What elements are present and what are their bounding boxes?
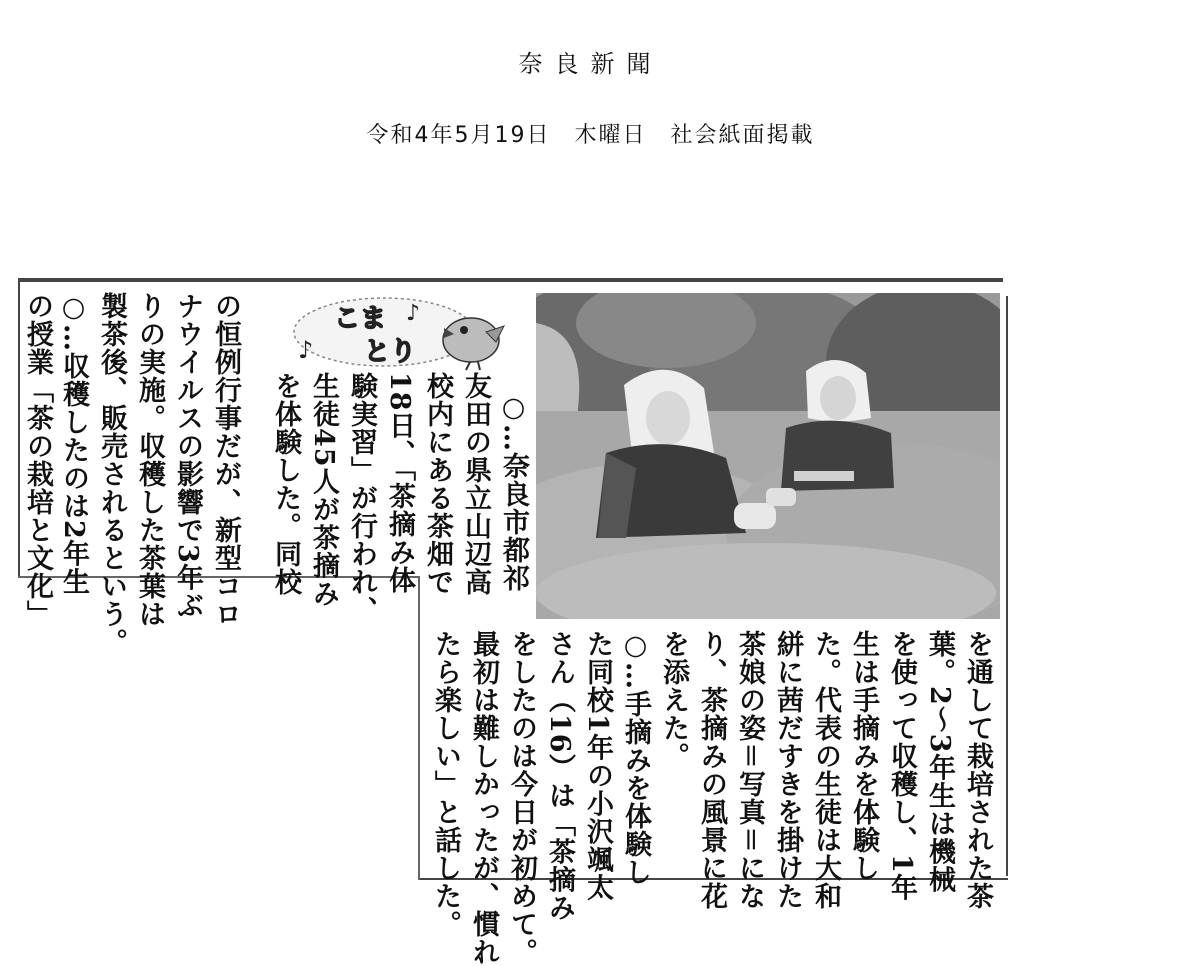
newspaper-name: 奈良新聞	[518, 50, 663, 78]
article-column: ○…奈良市都祁	[498, 392, 529, 592]
article-column: の授業「茶の栽培と文化」	[22, 292, 53, 628]
article-column: 験実習」が行われ、	[346, 372, 377, 624]
newspaper-clipping	[18, 278, 1018, 966]
article-column: 生は手摘みを体験し	[848, 630, 879, 882]
article-column: 最初は難しかったが、慣れ	[468, 630, 499, 966]
article-column: た同校1年の小沢颯太	[582, 630, 613, 902]
top-rule	[18, 278, 1003, 282]
article-column: り、茶摘みの風景に花	[696, 630, 727, 910]
svg-text:♪: ♪	[406, 301, 421, 326]
article-column: を使って収穫し、1年	[886, 630, 917, 902]
article-column: さん（16）は「茶摘み	[544, 630, 575, 922]
svg-text:とり: とり	[364, 337, 417, 367]
article-column: 絣に茜だすきを掛けた	[772, 630, 803, 910]
article-column: ○…手摘みを体験し	[620, 630, 651, 886]
article-column: を添えた。	[658, 630, 689, 770]
article-column: ナウイルスの影響で3年ぶ	[172, 292, 203, 620]
komatori-logo-graphic	[286, 292, 508, 372]
article-column: の恒例行事だが、新型コロ	[210, 292, 241, 628]
article-column: を通して栽培された茶	[962, 630, 993, 910]
photo-illustration	[536, 293, 1000, 619]
article-column: 葉。2～3年生は機械	[924, 630, 955, 894]
komatori-logo	[286, 292, 508, 372]
article-column: 茶娘の姿＝写真＝にな	[734, 630, 765, 910]
publication-date: 令和4年5月19日 木曜日 社会紙面掲載	[366, 123, 815, 148]
article-column: を体験した。同校	[270, 372, 301, 596]
article-column: たら楽しい」と話した。	[430, 630, 461, 938]
article-column: 生徒45人が茶摘み	[308, 372, 339, 608]
article-column: りの実施。収穫した茶葉は	[134, 292, 165, 628]
article-column: 友田の県立山辺高	[460, 372, 491, 596]
article-column: 製茶後、販売されるという。	[96, 292, 127, 656]
article-column: 校内にある茶畑で	[422, 372, 453, 596]
article-column: ○…収穫したのは2年生	[58, 292, 89, 596]
mid-rule-vertical	[418, 576, 420, 880]
article-column: をしたのは今日が初めて。	[506, 630, 537, 966]
article-column: た。代表の生徒は大和	[810, 630, 841, 910]
article-column: 18日、「茶摘み体	[384, 372, 415, 595]
svg-text:こま: こま	[334, 304, 387, 334]
tea-picking-photo	[536, 293, 1000, 619]
svg-text:♪: ♪	[298, 336, 314, 364]
right-rule	[1006, 296, 1008, 876]
